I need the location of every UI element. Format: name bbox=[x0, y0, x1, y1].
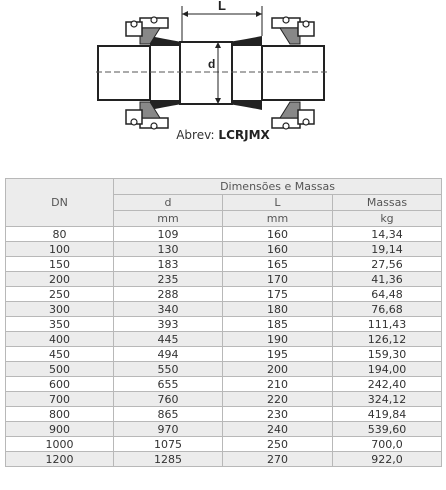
cell-l: 160 bbox=[223, 242, 333, 257]
cell-l: 175 bbox=[223, 287, 333, 302]
header-dn: DN bbox=[6, 179, 114, 227]
abbreviation-prefix: Abrev: bbox=[176, 128, 215, 142]
cell-l: 185 bbox=[223, 317, 333, 332]
cell-d: 109 bbox=[114, 227, 223, 242]
abbreviation-code: LCRJMX bbox=[218, 128, 270, 142]
cell-d: 130 bbox=[114, 242, 223, 257]
length-dimension bbox=[182, 0, 262, 42]
cell-l: 160 bbox=[223, 227, 333, 242]
cell-d: 340 bbox=[114, 302, 223, 317]
table-row bbox=[6, 227, 442, 242]
cell-massas: 539,60 bbox=[333, 422, 442, 437]
header-unit-d: mm bbox=[114, 211, 223, 227]
table-row bbox=[6, 317, 442, 332]
header-group: Dimensões e Massas bbox=[114, 179, 442, 195]
cell-dn: 100 bbox=[6, 242, 114, 257]
cell-d: 550 bbox=[114, 362, 223, 377]
cell-d: 760 bbox=[114, 392, 223, 407]
cell-d: 235 bbox=[114, 272, 223, 287]
table-row bbox=[6, 332, 442, 347]
cell-massas: 700,0 bbox=[333, 437, 442, 452]
length-dimension-label: L bbox=[218, 0, 226, 13]
cell-l: 195 bbox=[223, 347, 333, 362]
cell-massas: 126,12 bbox=[333, 332, 442, 347]
table-row bbox=[6, 302, 442, 317]
cell-l: 270 bbox=[223, 452, 333, 467]
cell-d: 393 bbox=[114, 317, 223, 332]
cell-massas: 159,30 bbox=[333, 347, 442, 362]
abbreviation-caption bbox=[0, 128, 446, 142]
cell-massas: 419,84 bbox=[333, 407, 442, 422]
cell-dn: 700 bbox=[6, 392, 114, 407]
header-col-d: d bbox=[114, 195, 223, 211]
table-row bbox=[6, 272, 442, 287]
cell-dn: 150 bbox=[6, 257, 114, 272]
cell-dn: 350 bbox=[6, 317, 114, 332]
cell-massas: 242,40 bbox=[333, 377, 442, 392]
table-row bbox=[6, 377, 442, 392]
cell-d: 288 bbox=[114, 287, 223, 302]
cell-l: 250 bbox=[223, 437, 333, 452]
cell-d: 865 bbox=[114, 407, 223, 422]
cell-l: 165 bbox=[223, 257, 333, 272]
cell-dn: 80 bbox=[6, 227, 114, 242]
cell-dn: 1000 bbox=[6, 437, 114, 452]
table-row bbox=[6, 257, 442, 272]
cell-dn: 400 bbox=[6, 332, 114, 347]
cell-l: 180 bbox=[223, 302, 333, 317]
cell-d: 183 bbox=[114, 257, 223, 272]
table-row bbox=[6, 452, 442, 467]
header-unit-l: mm bbox=[223, 211, 333, 227]
table-row bbox=[6, 362, 442, 377]
cell-massas: 111,43 bbox=[333, 317, 442, 332]
cell-dn: 250 bbox=[6, 287, 114, 302]
cell-d: 494 bbox=[114, 347, 223, 362]
cell-dn: 300 bbox=[6, 302, 114, 317]
cell-massas: 922,0 bbox=[333, 452, 442, 467]
cell-dn: 500 bbox=[6, 362, 114, 377]
cell-massas: 194,00 bbox=[333, 362, 442, 377]
cell-d: 1075 bbox=[114, 437, 223, 452]
right-pipe bbox=[262, 46, 324, 100]
cell-massas: 76,68 bbox=[333, 302, 442, 317]
table-row bbox=[6, 437, 442, 452]
diameter-dimension-label: d bbox=[208, 57, 216, 71]
cell-d: 970 bbox=[114, 422, 223, 437]
cell-l: 210 bbox=[223, 377, 333, 392]
cell-dn: 450 bbox=[6, 347, 114, 362]
dimensions-table bbox=[5, 178, 442, 467]
cell-massas: 14,34 bbox=[333, 227, 442, 242]
cell-dn: 800 bbox=[6, 407, 114, 422]
cell-massas: 64,48 bbox=[333, 287, 442, 302]
cell-massas: 324,12 bbox=[333, 392, 442, 407]
table-row bbox=[6, 287, 442, 302]
cell-massas: 27,56 bbox=[333, 257, 442, 272]
cell-l: 170 bbox=[223, 272, 333, 287]
header-col-massas: Massas bbox=[333, 195, 442, 211]
table-row bbox=[6, 392, 442, 407]
cell-massas: 19,14 bbox=[333, 242, 442, 257]
left-pipe bbox=[98, 46, 150, 100]
header-col-l: L bbox=[223, 195, 333, 211]
cell-l: 220 bbox=[223, 392, 333, 407]
header-unit-massas: kg bbox=[333, 211, 442, 227]
cell-l: 200 bbox=[223, 362, 333, 377]
sleeve-body bbox=[150, 36, 262, 110]
cell-d: 445 bbox=[114, 332, 223, 347]
table-row bbox=[6, 242, 442, 257]
cell-dn: 200 bbox=[6, 272, 114, 287]
cell-dn: 1200 bbox=[6, 452, 114, 467]
cell-l: 240 bbox=[223, 422, 333, 437]
table-row bbox=[6, 347, 442, 362]
cell-massas: 41,36 bbox=[333, 272, 442, 287]
cell-l: 230 bbox=[223, 407, 333, 422]
cell-dn: 600 bbox=[6, 377, 114, 392]
table-row bbox=[6, 422, 442, 437]
cell-d: 655 bbox=[114, 377, 223, 392]
cell-dn: 900 bbox=[6, 422, 114, 437]
cell-d: 1285 bbox=[114, 452, 223, 467]
table-row bbox=[6, 407, 442, 422]
cell-l: 190 bbox=[223, 332, 333, 347]
